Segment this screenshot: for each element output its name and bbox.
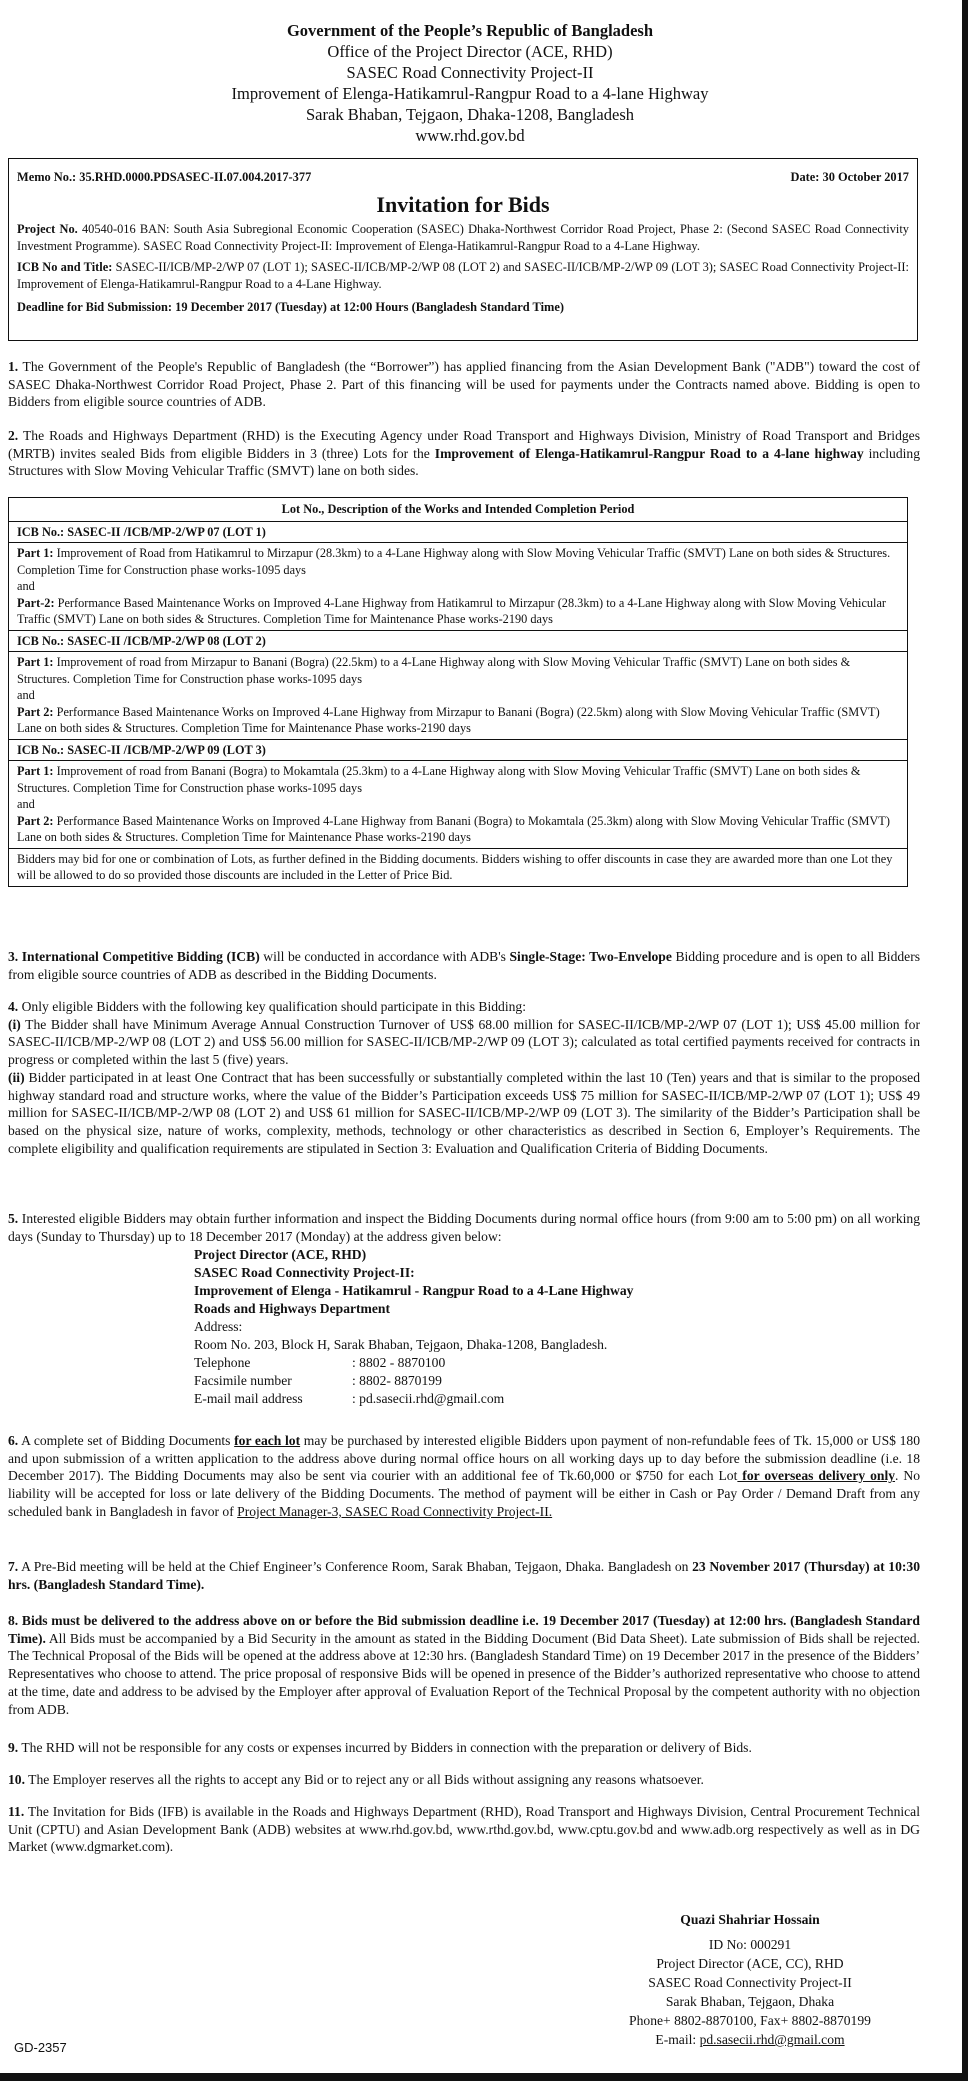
project-title: SASEC Road Connectivity Project-II [346,63,594,82]
lot-1-icb: ICB No.: SASEC-II /ICB/MP-2/WP 07 (LOT 1) [9,521,908,543]
paragraph-1: 1. The Government of the People's Republic of Bangladesh (the “Borrower”) has applied financing from the Asian Development Bank ("ADB") toward the cost of SASEC Dhaka-Northwest Corridor Road Project, Phase 2. Part of this financing will be used for payments under the Contracts named above. Bidding is open to Bidders from eligible source countries of ADB. [8,359,920,410]
office-address: Sarak Bhaban, Tejgaon, Dhaka-1208, Bangladesh [306,105,634,124]
paragraph-11: 11. The Invitation for Bids (IFB) is available in the Roads and Highways Department (RHD), Road Transport and Highways Division, Central Procurement Technical Unit (CPTU) and Asian Development Bank (ADB) websites at www.rhd.gov.bd, www.rthd.gov.bd, www.cptu.gov.bd and www.adb.org respectively as well as in DG Market (www.dgmarket.com). [8,1804,920,1855]
paragraph-5: 5. Interested eligible Bidders may obtain further information and inspect the Bidding Documents during normal office hours (from 9:00 am to 5:00 pm) on all working days (Sunday to Thursday) up to 18 December 2017 (Monday) at the address given below: [8,1211,920,1244]
letterhead [0,20,940,146]
paragraph-3: 3. International Competitive Bidding (ICB) will be conducted in accordance with ADB's Single-Stage: Two-Envelope Bidding procedure and is open to all Bidders from eligible source countries of ADB as described in the Bidding Documents. [8,949,921,982]
notice-title: Invitation for Bids [376,192,550,217]
project-subtitle: Improvement of Elenga-Hatikamrul-Rangpur Road to a 4-lane Highway [231,84,709,103]
paragraph-10: 10. The Employer reserves all the rights to accept any Bid or to reject any or all Bids without assigning any reasons whatsoever. [8,1772,704,1787]
signature-block [590,1910,910,2049]
signatory-phone: Phone+ 8802-8870100, Fax+ 8802-8870199 [629,2013,871,2028]
lot-3-description: Part 1: Improvement of road from Banani (Bogra) to Mokamtala (25.3km) to a 4-Lane Highway along with Slow Moving Vehicular Traffic (SMVT) Lane on both sides & Structures. Completion Time for Construction phase works-1095 days and Part 2: Performance Based Maintenance Works on Improved 4-Lane Highway from Banani (Bogra) to Mokamtala (25.3km) along with Slow Moving Vehicular Traffic (SMVT) Lane on both sides & Structures. Completion Time for Maintenance Phase works-2190 days [9,761,908,849]
deadline: Deadline for Bid Submission: 19 December 2017 (Tuesday) at 12:00 Hours (Bangladesh Standard Time) [17,300,564,314]
address-line: SASEC Road Connectivity Project-II: [194,1265,415,1280]
government-title: Government of the People’s Republic of Bangladesh [286,21,654,40]
address-label: Address: [194,1319,243,1334]
lot-3-icb: ICB No.: SASEC-II /ICB/MP-2/WP 09 (LOT 3) [9,739,908,761]
lots-table-footer: Bidders may bid for one or combination of Lots, as further defined in the Bidding documents. Bidders wishing to offer discounts in case they are awarded more than one Lot they will be allowed to do so provided those discounts are included in the Letter of Price Bid. [9,848,908,886]
signatory-email-link[interactable]: pd.sasecii.rhd@gmail.com [699,2032,845,2047]
paragraph-6: 6. A complete set of Bidding Documents for each lot may be purchased by interested eligible Bidders upon payment of non-refundable fees of Tk. 15,000 or US$ 180 and upon submission of a written application to the address above during normal office hours on all working days up to day before the submission deadline (i.e. 18 December 2017). The Bidding Documents may also be sent via courier with an additional fee of Tk.60,000 or $750 for each Lot for overseas delivery only. No liability will be accepted for loss or late delivery of the Bidding Documents. The method of payment will be either in Cash or Pay Order / Demand Draft from any scheduled bank in Bangladesh in favor of Project Manager-3, SASEC Road Connectivity Project-II. [8,1433,921,1519]
signatory-role: Project Director (ACE, CC), RHD [656,1956,844,1971]
signatory-address: Sarak Bhaban, Tejgaon, Dhaka [665,1994,835,2009]
lots-table [8,497,908,887]
signatory-id: ID No: 000291 [708,1937,792,1952]
address-line: Improvement of Elenga - Hatikamrul - Rangpur Road to a 4-Lane Highway [194,1283,634,1298]
paragraph-8: 8. Bids must be delivered to the address above on or before the Bid submission deadline i.e. 19 December 2017 (Tuesday) at 12:00 hrs. (Bangladesh Standard Time). All Bids must be accompanied by a Bid Security in the amount as stated in the Bidding Document (Bid Data Sheet). Late submission of Bids shall be rejected. The Technical Proposal of the Bids will be opened at the address above at 12:30 hrs. (Bangladesh Standard Time) on 19 December 2017 in the presence of the Bidders’ Representatives who choose to attend. The price proposal of responsive Bids will be opened in presence of the Bidder’s authorized representative who choose to attend at the time, date and address to be advised by the Employer after approval of Evaluation Report of the Technical Proposal by the competent authority with no objection from ADB. [8,1613,920,1717]
notice-box [8,158,918,341]
memo-number: Memo No.: 35.RHD.0000.PDSASEC-II.07.004.2017-377 [17,170,312,184]
paragraph-4: 4. Only eligible Bidders with the following key qualification should participate in this Bidding: (i) The Bidder shall have Minimum Average Annual Construction Turnover of US$ 68.00 million for SASEC-II/ICB/MP-2/WP 07 (LOT 1); US$ 45.00 million for SASEC-II/ICB/MP-2/WP 08 (LOT 2) and US$ 56.00 million for SASEC-II/ICB/MP-2/WP 09 (LOT 3); calculated as total certified payments received for contracts in progress or completed within the last 5 (five) years. (ii) Bidder participated in at least One Contract that has been successfully or substantially completed within the last 10 (Ten) years and that is similar to the proposed highway standard road and structure works, where the value of the Bidder’s Participation exceeds US$ 75 million for SASEC-II/ICB/MP-2/WP 07 (LOT 1); US$ 49 million for SASEC-II/ICB/MP-2/WP 08 (LOT 2) and US$ 61 million for SASEC-II/ICB/MP-2/WP 09 (LOT 3). The similarity of the Bidder’s Participation shall be based on the physical size, nature of works, complexity, methods, technology or other characteristics as described in Section 6, Employer’s Requirements. The complete eligibility and qualification requirements are stipulated in Section 3: Evaluation and Qualification Criteria of Bidding Documents. [8,999,920,1156]
signatory-email: E-mail: pd.sasecii.rhd@gmail.com [655,2032,845,2047]
email-link[interactable]: : pd.sasecii.rhd@gmail.com [352,1391,505,1406]
telephone-row: Telephone : 8802 - 8870100 [194,1355,446,1370]
office-title: Office of the Project Director (ACE, RHD) [327,42,613,61]
icb-title: ICB No and Title: SASEC-II/ICB/MP-2/WP 07 (LOT 1); SASEC-II/ICB/MP-2/WP 08 (LOT 2) and SASEC-II/ICB/MP-2/WP 09 (LOT 3); SASEC Road Connectivity Project-II: Improvement of Elenga-Hatikamrul-Rangpur Road to a 4-Lane Highway. [17,260,909,291]
notice-date: Date: 30 October 2017 [790,170,909,184]
contact-address [194,1246,633,1408]
signatory-name: Quazi Shahriar Hossain [680,1912,820,1927]
address-line: Project Director (ACE, RHD) [194,1247,367,1262]
fax-row: Facsimile number : 8802- 8870199 [194,1373,442,1388]
address-line: Room No. 203, Block H, Sarak Bhaban, Tejgaon, Dhaka-1208, Bangladesh. [194,1337,608,1352]
paragraph-9: 9. The RHD will not be responsible for any costs or expenses incurred by Bidders in connection with the preparation or delivery of Bids. [8,1740,752,1755]
signatory-project: SASEC Road Connectivity Project-II [648,1975,852,1990]
lots-table-header: Lot No., Description of the Works and Intended Completion Period [9,498,908,522]
footer-code: GD-2357 [14,2040,67,2055]
lot-2-description: Part 1: Improvement of road from Mirzapur to Banani (Bogra) (22.5km) to a 4-Lane Highway along with Slow Moving Vehicular Traffic (SMVT) Lane on both sides & Structures. Completion Time for Construction phase works-1095 days and Part 2: Performance Based Maintenance Works on Improved 4-Lane Highway from Mirzapur to Banani (Bogra) (22.5km) along with Slow Moving Vehicular Traffic (SMVT) Lane on both sides & Structures. Completion Time for Maintenance Phase works-2190 days [9,652,908,740]
lot-1-description: Part 1: Improvement of Road from Hatikamrul to Mirzapur (28.3km) to a 4-Lane Highway along with Slow Moving Vehicular Traffic (SMVT) Lane on both sides & Structures. Completion Time for Construction phase works-1095 days and Part-2: Performance Based Maintenance Works on Improved 4-Lane Highway from Hatikamrul to Mirzapur (28.3km) to a 4-Lane Highway along with Slow Moving Vehicular Traffic (SMVT) Lane on both sides & Structures. Completion Time for Maintenance Phase works-2190 days [9,543,908,631]
address-line: Roads and Highways Department [194,1301,390,1316]
email-row: E-mail mail address : pd.sasecii.rhd@gmail.com [194,1391,505,1406]
paragraph-7: 7. A Pre-Bid meeting will be held at the Chief Engineer’s Conference Room, Sarak Bhaban, Tejgaon, Dhaka. Bangladesh on 23 November 2017 (Thursday) at 10:30 hrs. (Bangladesh Standard Time). [8,1559,920,1592]
project-number: Project No. 40540-016 BAN: South Asia Subregional Economic Cooperation (SASEC) Dhaka-Northwest Corridor Road Project, Phase 2: (Second SASEC Road Connectivity Investment Programme). SASEC Road Connectivity Project-II: Improvement of Elenga-Hatikamrul-Rangpur Road to a 4-Lane Highway. [17,222,909,253]
lot-2-icb: ICB No.: SASEC-II /ICB/MP-2/WP 08 (LOT 2) [9,630,908,652]
website[interactable]: www.rhd.gov.bd [415,126,525,145]
paragraph-2: 2. The Roads and Highways Department (RHD) is the Executing Agency under Road Transport and Highways Division, Ministry of Road Transport and Bridges (MRTB) invites sealed Bids from eligible Bidders in 3 (three) Lots for the Improvement of Elenga-Hatikamrul-Rangpur Road to a 4-lane highway including Structures with Slow Moving Vehicular Traffic (SMVT) lane on both sides. [8,428,921,479]
